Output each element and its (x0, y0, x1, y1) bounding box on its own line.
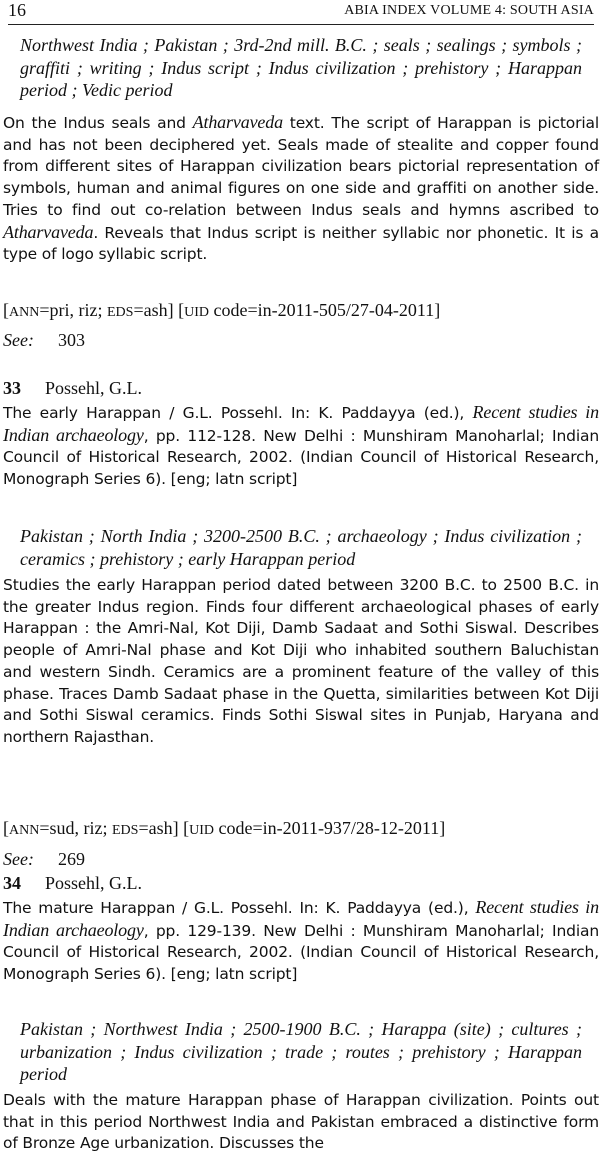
entry-33-citation: The early Harappan / G.L. Possehl. In: K. Paddayya (ed.), Recent studies in Indian archaeology, pp. 112-128. New Delhi : Munshiram Manoharlal; Indian Council of Historical Research, 2002. (Indian Council of Historical Research, Monograph Series 6). [eng; latn script] (3, 402, 600, 489)
running-title: ABIA INDEX VOLUME 4: SOUTH ASIA (344, 3, 594, 18)
see-reference-top: See: 303 (3, 330, 85, 350)
entry-34-keywords: Pakistan ; Northwest India ; 2500-1900 B.C. ; Harappa (site) ; cultures ; urbanization ; Indus civilization ; trade ; routes ; prehistory ; Harappan period (20, 1019, 582, 1084)
running-header (8, 0, 594, 25)
entry-33-keywords: Pakistan ; North India ; 3200-2500 B.C. ; archaeology ; Indus civilization ; ceramics ; prehistory ; early Harappan period (20, 526, 582, 569)
entry-34-abstract: Deals with the mature Harappan phase of Harappan civilization. Points out that in this period Northwest India and Pakistan embraced a distinctive form of Bronze Age urbanization. Discusses the (3, 1091, 599, 1153)
entry-34-citation: The mature Harappan / G.L. Possehl. In: K. Paddayya (ed.), Recent studies in Indian archaeology, pp. 129-139. New Delhi : Munshiram Manoharlal; Indian Council of Historical Research, 2002. (Indian Council of Historical Research, Monograph Series 6). [eng; latn script] (3, 897, 600, 984)
entry-33-metadata: [ANN=sud, riz; EDS=ash] [UID code=in-2011-937/28-12-2011] (3, 818, 446, 838)
entry-33-heading: 33 Possehl, G.L. (3, 378, 143, 398)
abstract-top: On the Indus seals and Atharvaveda text. The script of Harappan is pictorial and has not been deciphered yet. Seals made of stealite and copper found from different sites of Harappan civilization bears pictorial representation of symbols, human and animal figures on one side and graffiti on another side. Tries to find out co-relation between Indus seals and hymns ascribed to Atharvaveda. Reveals that Indus script is neither syllabic nor phonetic. It is a type of logo syllabic script. (3, 112, 599, 264)
page-number: 16 (8, 0, 26, 20)
keywords-top: Northwest India ; Pakistan ; 3rd-2nd mill. B.C. ; seals ; sealings ; symbols ; graffiti ; writing ; Indus script ; Indus civilization ; prehistory ; Harappan period ; Vedic period (20, 35, 582, 100)
metadata-top: [ANN=pri, riz; EDS=ash] [UID code=in-2011-505/27-04-2011] (3, 300, 441, 320)
entry-33-abstract: Studies the early Harappan period dated between 3200 B.C. to 2500 B.C. in the greater Indus region. Finds four different archaeological phases of early Harappan : the Amri-Nal, Kot Diji, Damb Sadaat and Sothi Siswal. Describes people of Amri-Nal phase and Kot Diji who inhabited southern Baluchistan and western Sindh. Ceramics are a prominent feature of the valley of this phase. Traces Damb Sadaat phase in the Quetta, similarities between Kot Diji and Sothi Siswal ceramics. Finds Sothi Siswal sites in Punjab, Haryana and northern Rajasthan. (3, 576, 599, 746)
see-reference-33: See: 269 (3, 849, 85, 869)
entry-34-heading: 34 Possehl, G.L. (3, 873, 143, 893)
